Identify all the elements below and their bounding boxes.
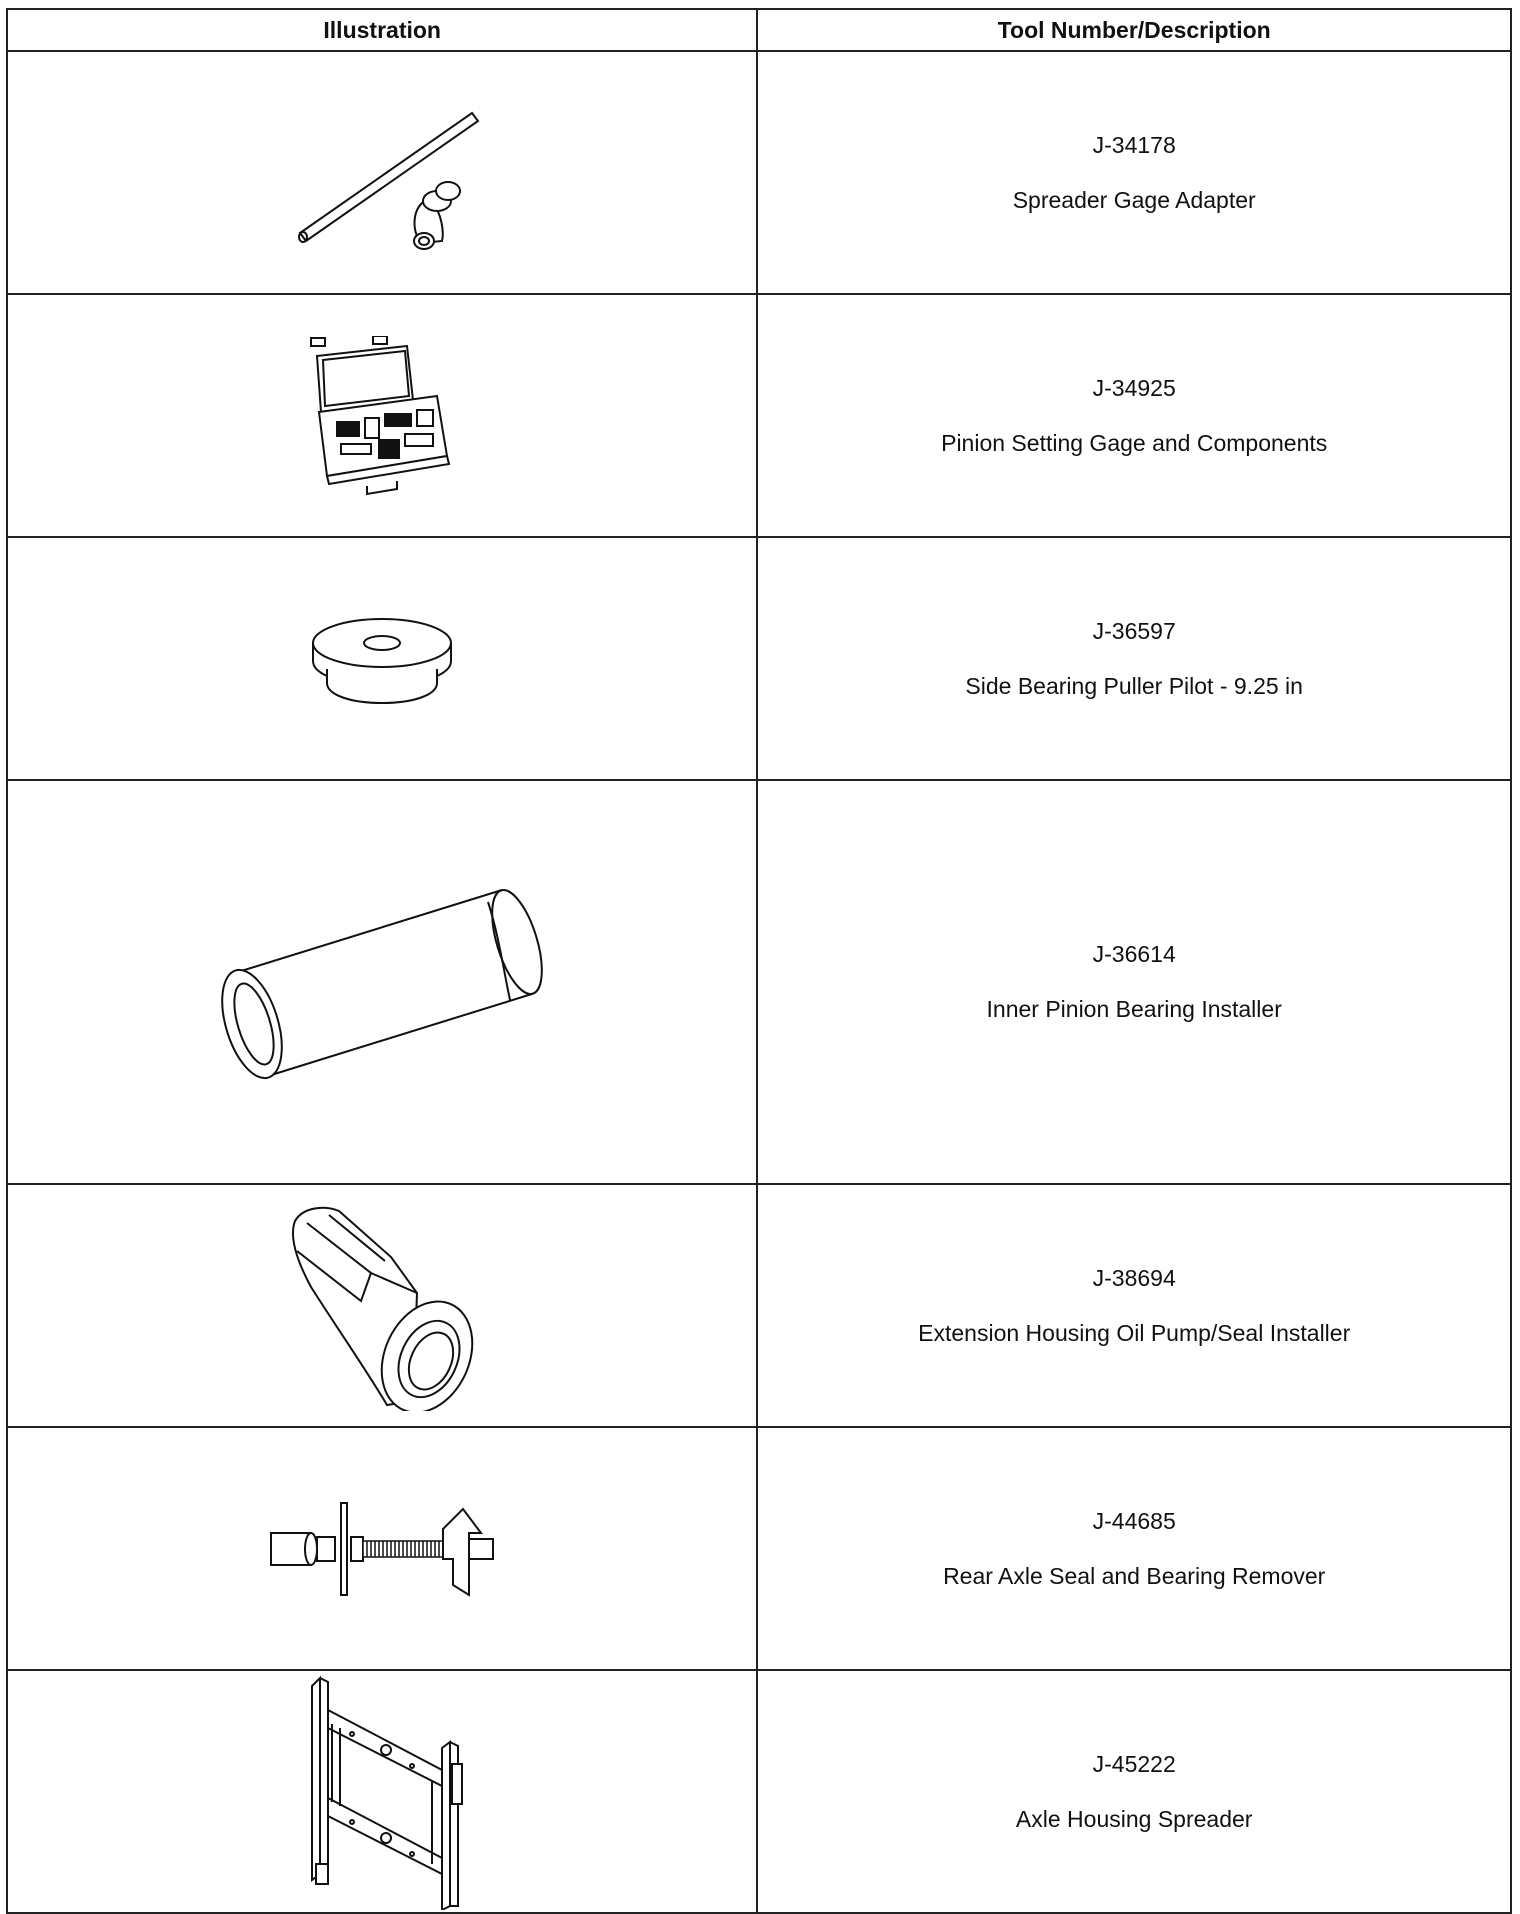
description-cell — [757, 537, 1511, 780]
seal-installer-cone-icon — [267, 1201, 497, 1411]
table-row — [7, 1184, 1511, 1427]
table-row — [7, 51, 1511, 294]
table-row — [7, 1670, 1511, 1913]
table-row — [7, 294, 1511, 537]
tool-description: Inner Pinion Bearing Installer — [986, 996, 1282, 1022]
description-cell — [757, 1184, 1511, 1427]
tool-description: Side Bearing Puller Pilot - 9.25 in — [965, 672, 1303, 699]
tool-number: J-34925 — [1092, 374, 1176, 401]
table-row — [7, 537, 1511, 780]
tool-number: J-36597 — [1092, 617, 1176, 644]
tool-description: Extension Housing Oil Pump/Seal Installer — [918, 1319, 1351, 1346]
tool-description: Rear Axle Seal and Bearing Remover — [943, 1562, 1326, 1589]
illustration-cell — [7, 1427, 757, 1670]
description-cell — [757, 1670, 1511, 1913]
table-row — [7, 780, 1511, 1184]
illustration-cell — [7, 1670, 757, 1913]
puller-pilot-disc-icon — [307, 609, 457, 709]
tool-description: Spreader Gage Adapter — [1012, 186, 1256, 213]
table-row — [7, 1427, 1511, 1670]
special-tools-table — [6, 8, 1512, 1914]
table-header-row — [7, 9, 1511, 51]
axle-seal-remover-icon — [267, 1499, 497, 1599]
illustration-cell — [7, 294, 757, 537]
tool-number: J-36614 — [1092, 941, 1176, 967]
spreader-gage-adapter-icon — [272, 83, 492, 263]
tool-number: J-38694 — [1092, 1264, 1176, 1291]
bearing-installer-tube-icon — [212, 882, 552, 1082]
tool-number: J-44685 — [1092, 1507, 1176, 1534]
illustration-column-header: Illustration — [7, 9, 757, 51]
axle-housing-spreader-icon — [292, 1674, 472, 1910]
illustration-cell — [7, 780, 757, 1184]
description-cell — [757, 780, 1511, 1184]
description-cell — [757, 51, 1511, 294]
tool-description: Pinion Setting Gage and Components — [941, 429, 1328, 456]
illustration-cell — [7, 537, 757, 780]
illustration-cell — [7, 51, 757, 294]
description-column-header: Tool Number/Description — [757, 9, 1511, 51]
tool-number: J-34178 — [1092, 131, 1176, 158]
pinion-setting-gage-case-icon — [297, 336, 467, 496]
description-cell — [757, 1427, 1511, 1670]
tool-description: Axle Housing Spreader — [1015, 1805, 1253, 1832]
tool-number: J-45222 — [1092, 1750, 1176, 1777]
illustration-cell — [7, 1184, 757, 1427]
description-cell — [757, 294, 1511, 537]
